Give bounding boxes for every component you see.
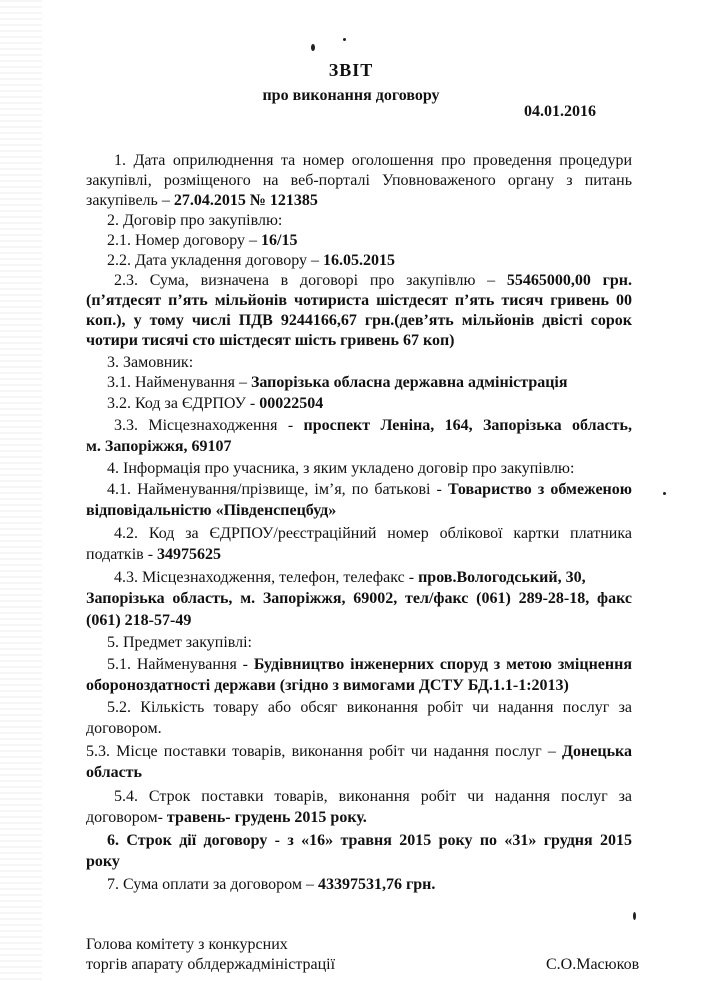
payment-sum: 43397531,76 грн. (317, 876, 436, 893)
item-6-line-1: 6. Строк дії договору - з «16» травня 2015 року по «31» грудня 2015 (107, 832, 632, 849)
item-3: 3. Замовник: (107, 354, 194, 371)
item-3-1-label: 3.1. Найменування – (107, 374, 251, 391)
item-5-2-line-1: 5.2. Кількість товару або обсяг виконання робіт чи надання послуг за (107, 699, 632, 716)
item-5-3-label: 5.3. Місце поставки товарів, виконання робіт чи надання послуг – (86, 743, 563, 760)
item-5-2-line-2: договором. (86, 720, 162, 737)
scan-speck (311, 44, 315, 51)
item-4: 4. Інформація про учасника, з яким укладено договір про закупівлю: (107, 460, 575, 477)
item-2-3-line-2: (п’ятдесят п’ять мільйонів чотириста шістдесят п’ять тисяч гривень 00 (86, 292, 632, 309)
signatory-name: С.О.Масюков (546, 956, 640, 973)
item-3-3-line-1 (114, 416, 632, 436)
item-2-3-line-1 (114, 271, 632, 291)
item-6-line-2: року (86, 853, 120, 870)
item-3-2-label: 3.2. Код за ЄДРПОУ - (107, 395, 260, 412)
item-4-2-line-2 (86, 545, 221, 565)
item-4-3-line-2: Запорізька область, м. Запоріжжя, 69002, тел/факс (061) 289-28-18, факс (86, 590, 632, 607)
document-date: 04.01.2016 (524, 103, 596, 120)
item-5-3-line-1 (86, 742, 632, 762)
item-2-1 (107, 231, 297, 251)
item-4-1-line-1 (107, 480, 632, 500)
scan-speck (633, 912, 636, 920)
item-4-1-line-2: відповідальністю «Південспецбуд» (86, 502, 337, 519)
item-3-3-label: 3.3. Місцезнаходження - (114, 417, 304, 434)
item-7 (107, 875, 435, 895)
item-2: 2. Договір про закупівлю: (107, 212, 283, 229)
item-4-3-label: 4.3. Місцезнаходження, телефон, телефакс - (114, 569, 419, 586)
signatory-position-line-1: Голова комітету з конкурсних (86, 936, 288, 953)
contractor-name: Товариство з обмеженою (447, 481, 632, 498)
item-7-label: 7. Сума оплати за договором – (107, 876, 318, 893)
item-2-2-label: 2.2. Дата укладення договору – (107, 252, 324, 269)
contract-sum: 55465000,00 грн. (506, 272, 632, 289)
item-5-4-line-1: 5.4. Строк поставки товарів, виконання робіт чи надання послуг за (114, 788, 632, 805)
item-5: 5. Предмет закупівлі: (107, 634, 252, 651)
contractor-address: пров.Вологодський, 30, (418, 569, 586, 586)
contract-number: 16/15 (261, 232, 298, 249)
item-5-3-line-2: область (86, 764, 142, 781)
item-4-1-label: 4.1. Найменування/прізвище, ім’я, по батькові - (107, 481, 448, 498)
delivery-place: Донецька (562, 743, 632, 760)
subject-name: Будівництво інженерних споруд з метою зміцнення (253, 656, 632, 673)
item-1-line-3 (86, 191, 318, 211)
announcement-date-number: 27.04.2015 № 121385 (173, 192, 318, 209)
item-3-1 (107, 373, 568, 393)
item-2-3-line-4: чотири тисячі сто шістдесят шість гривень 67 коп) (86, 332, 455, 349)
item-2-3-label: 2.3. Сума, визначена в договорі про закупівлю – (114, 272, 507, 289)
item-5-1-line-2: обороноздатності держави (згідно з вимогами ДСТУ БД.1.1-1:2013) (86, 677, 569, 694)
item-5-1-line-1 (107, 655, 632, 675)
item-5-4-line-2 (86, 808, 367, 828)
item-2-1-label: 2.1. Номер договору – (107, 232, 262, 249)
item-1-line-1: 1. Дата оприлюднення та номер оголошення про проведення процедури (114, 152, 632, 169)
document-title: ЗВІТ (328, 60, 374, 80)
item-2-2 (107, 251, 395, 271)
contractor-code: 34975625 (157, 546, 222, 563)
item-4-2-label: податків - (86, 546, 158, 563)
item-2-3-line-3: коп.), у тому числі ПДВ 9244166,67 грн.(дев’ять мільйонів двісті сорок (86, 312, 632, 329)
item-3-3-line-2: м. Запоріжжя, 69107 (86, 438, 232, 455)
scan-speck (343, 38, 346, 41)
contract-date: 16.05.2015 (323, 252, 396, 269)
item-3-2 (107, 394, 323, 414)
item-4-3-line-3: (061) 218-57-49 (86, 612, 192, 629)
item-4-3-line-1 (114, 568, 586, 588)
customer-code: 00022504 (259, 395, 324, 412)
item-1-line-2: закупівлі, розміщеного на веб-порталі Уповноваженого органу з питань (86, 172, 632, 189)
item-4-2-line-1: 4.2. Код за ЄДРПОУ/реєстраційний номер облікової картки платника (114, 525, 632, 542)
item-5-1-label: 5.1. Найменування - (107, 656, 254, 673)
customer-name: Запорізька обласна державна адміністрація (250, 374, 568, 391)
scan-speck (663, 492, 666, 495)
item-5-4-label: договором- (86, 809, 167, 826)
signatory-position-line-2: торгів апарату облдержадміністрації (86, 956, 336, 973)
customer-address: проспект Леніна, 164, Запорізька область, (303, 417, 633, 434)
delivery-period: травень- грудень 2015 року. (166, 809, 367, 826)
scan-noise (0, 0, 42, 981)
item-1-label: закупівель – (86, 192, 174, 209)
document-subtitle: про виконання договору (262, 87, 440, 104)
